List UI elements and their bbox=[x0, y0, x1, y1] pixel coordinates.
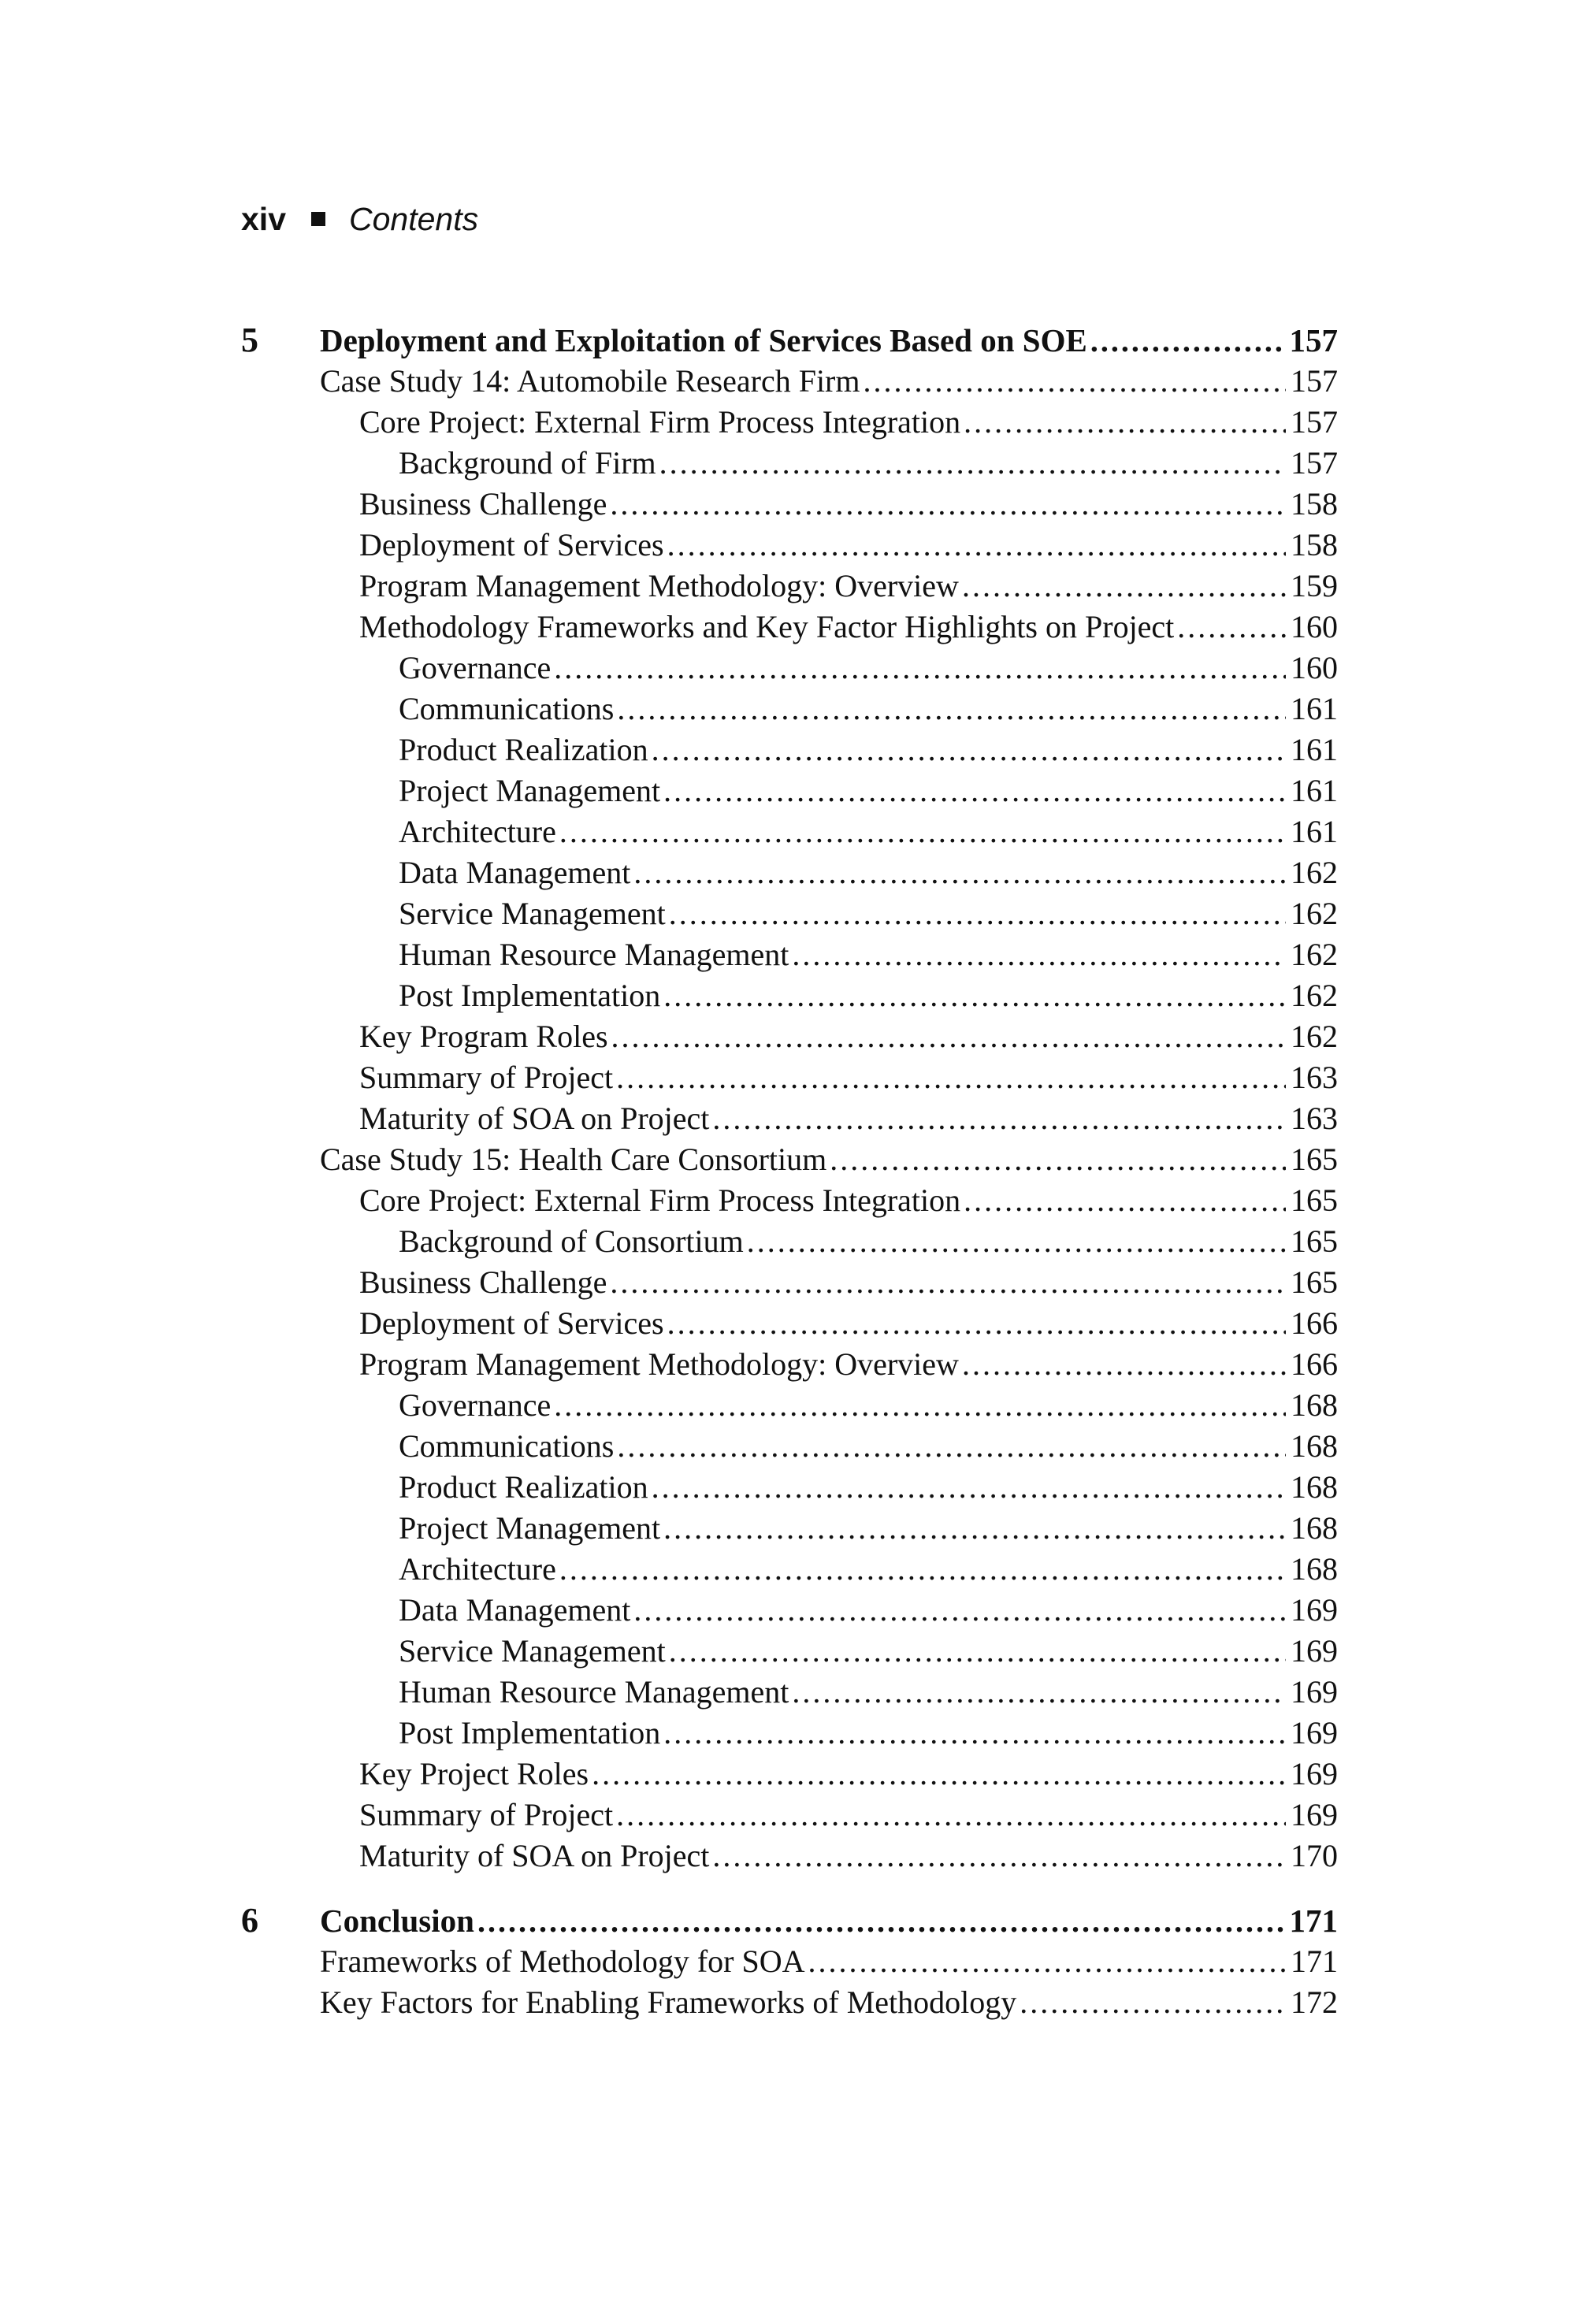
running-head bbox=[241, 199, 478, 239]
toc-entry-title: Methodology Frameworks and Key Factor Highlights on Project bbox=[359, 609, 1175, 644]
dot-leader bbox=[962, 1344, 1286, 1385]
toc-entry-title: Background of Firm bbox=[399, 445, 656, 481]
toc-entry-page: 157 bbox=[1291, 445, 1338, 481]
toc-entry-page: 161 bbox=[1291, 814, 1338, 849]
toc-entry-page: 168 bbox=[1291, 1387, 1338, 1423]
toc-entry-page: 160 bbox=[1291, 609, 1338, 644]
toc-entry-page: 158 bbox=[1291, 486, 1338, 522]
dot-leader bbox=[559, 811, 1286, 852]
toc-entry-page: 166 bbox=[1291, 1346, 1338, 1382]
dot-leader bbox=[592, 1754, 1286, 1795]
dot-leader bbox=[617, 1426, 1286, 1467]
toc-entry-page: 161 bbox=[1291, 773, 1338, 808]
dot-leader bbox=[964, 402, 1286, 443]
toc-entry[interactable] bbox=[320, 1590, 1338, 1631]
toc-entry[interactable] bbox=[320, 1672, 1338, 1713]
dot-leader bbox=[712, 1098, 1286, 1139]
toc-entry-page: 162 bbox=[1291, 896, 1338, 931]
toc-entry-title: Data Management bbox=[399, 855, 631, 890]
dot-leader bbox=[747, 1221, 1286, 1262]
toc-entry-title: Service Management bbox=[399, 1633, 666, 1669]
toc-entry[interactable] bbox=[320, 1467, 1338, 1508]
toc-entry[interactable] bbox=[320, 361, 1338, 402]
dot-leader bbox=[663, 975, 1286, 1016]
dot-leader bbox=[1090, 321, 1285, 362]
toc-entry[interactable] bbox=[320, 402, 1338, 443]
toc-list bbox=[320, 320, 1338, 1877]
toc-entry[interactable] bbox=[320, 1426, 1338, 1467]
toc-entry-page: 170 bbox=[1291, 1838, 1338, 1873]
toc-entry[interactable] bbox=[320, 1941, 1338, 1982]
running-title: Contents bbox=[349, 201, 479, 237]
toc-entry-title: Architecture bbox=[399, 814, 556, 849]
chapter-number: 6 bbox=[241, 1901, 258, 1940]
toc-entry-page: 165 bbox=[1291, 1182, 1338, 1218]
toc-entry[interactable] bbox=[320, 975, 1338, 1016]
toc-entry-title: Product Realization bbox=[399, 732, 648, 767]
toc-entry[interactable] bbox=[320, 1303, 1338, 1344]
toc-entry-title: Governance bbox=[399, 1387, 552, 1423]
dot-leader bbox=[962, 566, 1286, 607]
toc-entry[interactable] bbox=[320, 1016, 1338, 1057]
toc-entry[interactable] bbox=[320, 1262, 1338, 1303]
toc-entry-title: Governance bbox=[399, 650, 552, 685]
toc-entry[interactable] bbox=[320, 1221, 1338, 1262]
dot-leader bbox=[652, 729, 1286, 770]
dot-leader bbox=[659, 443, 1286, 484]
toc-entry-page: 157 bbox=[1291, 363, 1338, 399]
toc-entry-title: Summary of Project bbox=[359, 1797, 614, 1832]
toc-entry[interactable] bbox=[320, 566, 1338, 607]
dot-leader bbox=[830, 1139, 1286, 1180]
toc-entry-title: Human Resource Management bbox=[399, 1674, 789, 1710]
toc-entry[interactable] bbox=[320, 1549, 1338, 1590]
toc-entry-title: Business Challenge bbox=[359, 1264, 607, 1300]
toc-entry-page: 166 bbox=[1291, 1305, 1338, 1341]
toc-entry[interactable] bbox=[320, 1139, 1338, 1180]
toc-entry-page: 169 bbox=[1291, 1756, 1338, 1791]
dot-leader bbox=[610, 1262, 1286, 1303]
page-folio: xiv bbox=[241, 201, 286, 237]
dot-leader bbox=[559, 1549, 1286, 1590]
toc-entry[interactable] bbox=[320, 525, 1338, 566]
toc-entry-page: 158 bbox=[1291, 527, 1338, 562]
toc-entry[interactable] bbox=[320, 484, 1338, 525]
dot-leader bbox=[663, 1508, 1286, 1549]
toc-entry-title: Project Management bbox=[399, 1510, 661, 1546]
dot-leader bbox=[1020, 1982, 1286, 2023]
toc-entry[interactable] bbox=[320, 320, 1338, 361]
toc-entry-page: 172 bbox=[1291, 1984, 1338, 2020]
dot-leader bbox=[554, 648, 1286, 689]
toc-entry-title: Core Project: External Firm Process Integration bbox=[359, 1182, 961, 1218]
toc-entry-title: Architecture bbox=[399, 1551, 556, 1587]
toc-entry-title: Business Challenge bbox=[359, 486, 607, 522]
dot-leader bbox=[611, 1016, 1286, 1057]
toc-entry[interactable] bbox=[320, 443, 1338, 484]
toc-entry[interactable] bbox=[320, 1344, 1338, 1385]
dot-leader bbox=[712, 1836, 1286, 1877]
toc-entry-page: 162 bbox=[1291, 1019, 1338, 1054]
dot-leader bbox=[667, 525, 1286, 566]
toc-entry-title: Summary of Project bbox=[359, 1060, 614, 1095]
dot-leader bbox=[663, 770, 1286, 811]
dot-leader bbox=[808, 1941, 1287, 1982]
dot-leader bbox=[792, 934, 1286, 975]
toc-entry-title: Project Management bbox=[399, 773, 661, 808]
toc-entry-title: Communications bbox=[399, 691, 615, 726]
toc-entry-page: 159 bbox=[1291, 568, 1338, 603]
toc-entry-page: 168 bbox=[1291, 1469, 1338, 1505]
toc-entry[interactable] bbox=[320, 689, 1338, 729]
toc-entry-page: 160 bbox=[1291, 650, 1338, 685]
toc-entry-page: 165 bbox=[1291, 1142, 1338, 1177]
toc-entry[interactable] bbox=[320, 1754, 1338, 1795]
dot-leader bbox=[792, 1672, 1286, 1713]
toc-entry[interactable] bbox=[320, 893, 1338, 934]
toc-entry-page: 157 bbox=[1289, 322, 1338, 358]
toc-entry[interactable] bbox=[320, 607, 1338, 648]
toc-entry-page: 161 bbox=[1291, 732, 1338, 767]
toc-entry[interactable] bbox=[320, 1900, 1338, 1941]
toc-entry[interactable] bbox=[320, 1385, 1338, 1426]
dot-leader bbox=[667, 1303, 1286, 1344]
toc-entry-page: 162 bbox=[1291, 855, 1338, 890]
toc-entry-title: Conclusion bbox=[320, 1903, 474, 1939]
toc-entry-page: 165 bbox=[1291, 1264, 1338, 1300]
dot-leader bbox=[864, 361, 1287, 402]
toc-entry-title: Deployment of Services bbox=[359, 1305, 664, 1341]
toc-entry-page: 157 bbox=[1291, 404, 1338, 440]
toc-entry[interactable] bbox=[320, 1098, 1338, 1139]
dot-leader bbox=[616, 1795, 1286, 1836]
toc-entry-title: Key Program Roles bbox=[359, 1019, 608, 1054]
toc-entry-title: Post Implementation bbox=[399, 1715, 661, 1750]
dot-leader bbox=[633, 1590, 1286, 1631]
toc-entry-title: Frameworks of Methodology for SOA bbox=[320, 1943, 805, 1979]
toc-entry-page: 162 bbox=[1291, 937, 1338, 972]
toc-entry-title: Post Implementation bbox=[399, 978, 661, 1013]
toc-entry-title: Core Project: External Firm Process Integration bbox=[359, 404, 961, 440]
dot-leader bbox=[477, 1901, 1285, 1942]
toc-entry[interactable] bbox=[320, 852, 1338, 893]
toc-entry-title: Service Management bbox=[399, 896, 666, 931]
toc-entry[interactable] bbox=[320, 811, 1338, 852]
toc-entry-title: Case Study 15: Health Care Consortium bbox=[320, 1142, 827, 1177]
toc-entry-page: 161 bbox=[1291, 691, 1338, 726]
dot-leader bbox=[669, 1631, 1286, 1672]
dot-leader bbox=[616, 1057, 1286, 1098]
toc-entry-title: Human Resource Management bbox=[399, 937, 789, 972]
dot-leader bbox=[669, 893, 1286, 934]
toc-entry-title: Deployment of Services bbox=[359, 527, 664, 562]
toc-entry[interactable] bbox=[320, 1795, 1338, 1836]
toc-entry[interactable] bbox=[320, 1057, 1338, 1098]
toc-entry[interactable] bbox=[320, 648, 1338, 689]
toc-entry[interactable] bbox=[320, 934, 1338, 975]
toc-entry-title: Communications bbox=[399, 1428, 615, 1464]
toc-entry-title: Key Factors for Enabling Frameworks of Methodology bbox=[320, 1984, 1017, 2020]
toc-entry-page: 165 bbox=[1291, 1223, 1338, 1259]
toc-entry[interactable] bbox=[320, 1508, 1338, 1549]
toc-entry-title: Deployment and Exploitation of Services Based on SOE bbox=[320, 322, 1087, 358]
toc-entry-title: Case Study 14: Automobile Research Firm bbox=[320, 363, 860, 399]
square-bullet-icon bbox=[311, 212, 325, 226]
toc-entry[interactable] bbox=[320, 770, 1338, 811]
dot-leader bbox=[1177, 607, 1286, 648]
toc-entry[interactable] bbox=[320, 1180, 1338, 1221]
dot-leader bbox=[610, 484, 1286, 525]
dot-leader bbox=[554, 1385, 1286, 1426]
toc-entry-page: 163 bbox=[1291, 1060, 1338, 1095]
toc-entry-page: 169 bbox=[1291, 1715, 1338, 1750]
dot-leader bbox=[964, 1180, 1286, 1221]
toc-entry-title: Data Management bbox=[399, 1592, 631, 1628]
toc-entry[interactable] bbox=[320, 1982, 1338, 2023]
toc-entry-page: 169 bbox=[1291, 1674, 1338, 1710]
toc-entry-title: Background of Consortium bbox=[399, 1223, 744, 1259]
dot-leader bbox=[663, 1713, 1286, 1754]
toc-entry-title: Program Management Methodology: Overview bbox=[359, 1346, 959, 1382]
toc-entry-page: 169 bbox=[1291, 1592, 1338, 1628]
toc-entry-title: Maturity of SOA on Project bbox=[359, 1838, 710, 1873]
toc-entry-page: 169 bbox=[1291, 1633, 1338, 1669]
toc-entry-page: 168 bbox=[1291, 1510, 1338, 1546]
toc-list bbox=[320, 1900, 1338, 2023]
toc-entry-page: 163 bbox=[1291, 1101, 1338, 1136]
toc-entry-page: 168 bbox=[1291, 1428, 1338, 1464]
toc-entry[interactable] bbox=[320, 729, 1338, 770]
toc-entry-title: Maturity of SOA on Project bbox=[359, 1101, 710, 1136]
dot-leader bbox=[652, 1467, 1286, 1508]
toc-entry[interactable] bbox=[320, 1713, 1338, 1754]
dot-leader bbox=[617, 689, 1286, 729]
toc-entry-title: Program Management Methodology: Overview bbox=[359, 568, 959, 603]
toc-entry[interactable] bbox=[320, 1631, 1338, 1672]
toc-entry-title: Product Realization bbox=[399, 1469, 648, 1505]
toc-entry-title: Key Project Roles bbox=[359, 1756, 589, 1791]
dot-leader bbox=[633, 852, 1286, 893]
chapter-number: 5 bbox=[241, 321, 258, 359]
toc-entry-page: 169 bbox=[1291, 1797, 1338, 1832]
toc-entry-page: 171 bbox=[1289, 1903, 1338, 1939]
toc-entry-page: 171 bbox=[1291, 1943, 1338, 1979]
toc-entry-page: 162 bbox=[1291, 978, 1338, 1013]
toc-entry-page: 168 bbox=[1291, 1551, 1338, 1587]
toc-entry[interactable] bbox=[320, 1836, 1338, 1877]
